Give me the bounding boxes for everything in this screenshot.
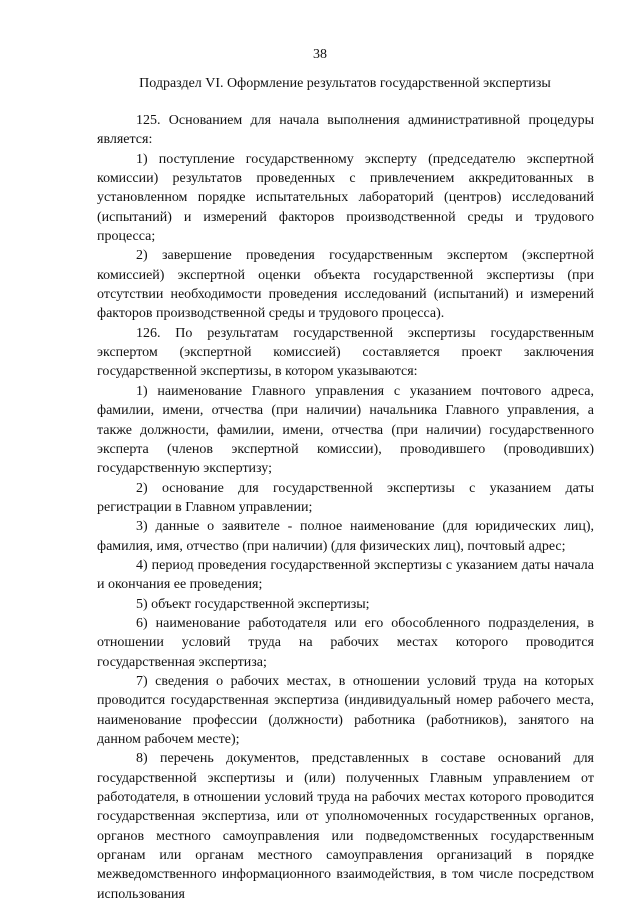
paragraph-126-item-4: 4) период проведения государственной экспертизы с указанием даты начала и окончания ее проведения; bbox=[97, 557, 594, 593]
paragraph-126-item-3: 3) данные о заявителе - полное наименование (для юридических лиц), фамилия, имя, отчество (при наличии) (для физических лиц), почтовый адрес; bbox=[97, 519, 594, 554]
page-number: 38 bbox=[313, 47, 327, 62]
paragraph-126-item-2: 2) основание для государственной экспертизы с указанием даты регистрации в Главном управлении; bbox=[97, 480, 594, 515]
paragraph-126-intro: 126. По результатам государственной экспертизы государственным экспертом (экспертной комиссией) составляется проект заключения государственной экспертизы, в котором указываются: bbox=[97, 325, 594, 380]
paragraph-126-item-5: 5) объект государственной экспертизы; bbox=[136, 596, 370, 612]
subsection-title: Подраздел VI. Оформление результатов государственной экспертизы bbox=[139, 76, 551, 91]
paragraph-126-item-7: 7) сведения о рабочих местах, в отношении условий труда на которых проводится государственная экспертиза (индивидуальный номер рабочего места, наименование профессии (должности) работника (работников), занятого на данном рабочем месте); bbox=[97, 673, 594, 747]
paragraph-126-item-1: 1) наименование Главного управления с указанием почтового адреса, фамилии, имени, отчества (при наличии) начальника Главного управления, а также должности, фамилии, имени, отчества (при наличии) государственного эксперта (членов экспертной комиссии), проводившего (проводивших) государственную экспертизу; bbox=[97, 383, 594, 477]
body-text bbox=[97, 111, 594, 904]
paragraph-126-item-8: 8) перечень документов, представленных в составе оснований для государственной экспертизы и (или) полученных Главным управлением от работодателя, в отношении условий труда на рабочих местах которого проводится государственная экспертиза, или от уполномоченных государственных органов, органов местного самоуправления или подведомственных государственным органам или органам местного самоуправления организаций в порядке межведомственного информационного взаимодействия, в том числе посредством использования bbox=[97, 751, 594, 902]
paragraph-126-item-6: 6) наименование работодателя или его обособленного подразделения, в отношении условий труда на рабочих местах которого проводится государственная экспертиза; bbox=[97, 615, 594, 670]
paragraph-125-item-1: 1) поступление государственному эксперту (председателю экспертной комиссии) результатов проведенных с привлечением аккредитованных в установленном порядке испытательных лабораторий (центров) исследований (испытаний) и измерений факторов производственной среды и трудового процесса; bbox=[97, 151, 594, 245]
paragraph-125-item-2: 2) завершение проведения государственным экспертом (экспертной комиссией) экспертной оценки объекта государственной экспертизы (при отсутствии необходимости проведения исследований (испытаний) и измерений факторов производственной среды и трудового процесса). bbox=[97, 248, 594, 322]
paragraph-125-intro: 125. Основанием для начала выполнения административной процедуры является: bbox=[97, 113, 594, 148]
